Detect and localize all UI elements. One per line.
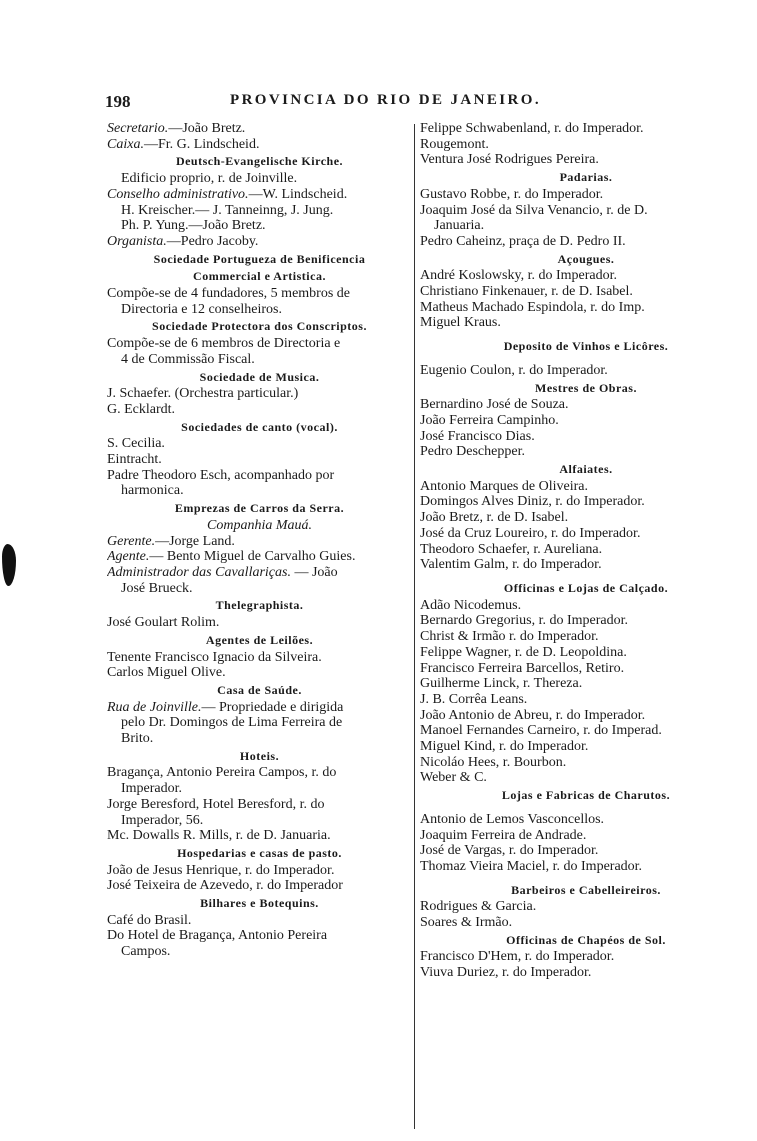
entry-text: — Bento Miguel de Carvalho Guies. — [149, 549, 356, 565]
entry-line — [420, 218, 752, 234]
entry-line — [107, 386, 412, 402]
entry-text: José Teixeira de Azevedo, r. do Imperador — [107, 878, 343, 894]
entry-line — [107, 944, 412, 960]
section-heading: Mestres de Obras. — [535, 380, 637, 395]
entry-text: Pedro Deschepper. — [420, 444, 525, 460]
entry-line — [420, 645, 752, 661]
entry-line — [107, 234, 412, 250]
entry-text: Matheus Machado Espindola, r. do Imp. — [420, 299, 645, 315]
entry-label: Agente. — [107, 549, 150, 565]
entry-line — [107, 352, 412, 368]
section-heading: Bilhares e Botequins. — [200, 896, 319, 911]
entry-text: Compõe-se de 6 membros de Directoria e — [107, 336, 341, 352]
entry-text: Eintracht. — [107, 452, 162, 468]
entry-line — [420, 739, 752, 755]
entry-line — [420, 843, 752, 859]
entry-text: Compõe-se de 4 fundadores, 5 membros de — [107, 286, 350, 302]
right-column — [420, 121, 752, 981]
entry-line — [420, 444, 752, 460]
section-heading: Thelegraphista. — [215, 598, 304, 613]
entry-text: Bernardo Gregorius, r. do Imperador. — [420, 613, 628, 629]
entry-text: Jorge Beresford, Hotel Beresford, r. do — [107, 796, 325, 812]
entry-line — [420, 137, 752, 153]
entry-line — [420, 429, 752, 445]
entry-line — [107, 171, 412, 187]
entry-line — [107, 581, 412, 597]
entry-text: José de Vargas, r. do Imperador. — [420, 843, 599, 859]
entry-line — [107, 765, 412, 781]
entry-line — [420, 812, 752, 828]
entry-line — [420, 613, 752, 629]
entry-line — [420, 187, 752, 203]
entry-text: J. Schaefer. (Orchestra particular.) — [107, 386, 299, 402]
entry-line — [107, 187, 412, 203]
entry-line — [420, 268, 752, 284]
entry-line — [107, 650, 412, 666]
column-divider — [414, 124, 415, 1129]
entry-text: Christiano Finkenauer, r. de D. Isabel. — [420, 284, 633, 300]
entry-text: —João Bretz. — [168, 121, 246, 136]
entry-text: Carlos Miguel Olive. — [107, 665, 226, 681]
entry-text: Joaquim José da Silva Venancio, r. de D. — [420, 202, 648, 218]
entry-text: Antonio de Lemos Vasconcellos. — [420, 811, 605, 827]
entry-line — [420, 542, 752, 558]
entry-text: J. B. Corrêa Leans. — [420, 691, 528, 707]
entry-line — [107, 286, 412, 302]
section-heading: Padarias. — [559, 170, 613, 185]
entry-line — [107, 781, 412, 797]
entry-line — [420, 859, 752, 875]
entry-text: Directoria e 12 conselheiros. — [121, 301, 282, 317]
entry-label: Caixa. — [107, 136, 144, 152]
section-heading: Açougues. — [557, 251, 615, 266]
entry-text: Christ & Irmão r. do Imperador. — [420, 629, 599, 645]
entry-line — [420, 770, 752, 786]
page-number: 198 — [105, 92, 131, 111]
entry-line — [107, 731, 412, 747]
entry-line — [420, 629, 752, 645]
entry-text: João Bretz, r. de D. Isabel. — [420, 510, 569, 526]
section-heading: Barbeiros e Cabelleireiros. — [511, 882, 661, 897]
entry-text: —Pedro Jacoby. — [166, 233, 259, 249]
entry-text: Guilherme Linck, r. Thereza. — [420, 676, 583, 692]
left-column — [107, 121, 412, 960]
entry-line — [420, 203, 752, 219]
entry-text: Weber & C. — [420, 770, 487, 786]
entry-text: Imperador. — [121, 781, 183, 797]
entry-text: João Ferreira Campinho. — [420, 412, 559, 428]
entry-line — [107, 828, 412, 844]
entry-text: Francisco Ferreira Barcellos, Retiro. — [420, 660, 625, 676]
entry-line — [107, 121, 412, 137]
entry-line — [107, 302, 412, 318]
entry-line — [107, 863, 412, 879]
entry-line — [420, 526, 752, 542]
entry-line — [107, 700, 412, 716]
entry-text: Bragança, Antonio Pereira Campos, r. do — [107, 765, 337, 781]
entry-line — [420, 692, 752, 708]
entry-line — [420, 413, 752, 429]
entry-line — [420, 676, 752, 692]
entry-text: pelo Dr. Domingos de Lima Ferreira de — [121, 715, 343, 731]
entry-text: Francisco D'Hem, r. do Imperador. — [420, 949, 615, 965]
entry-line — [420, 723, 752, 739]
entry-text: Campos. — [121, 944, 171, 960]
entry-text: Mc. Dowalls R. Mills, r. de D. Januaria. — [107, 828, 331, 844]
entry-text: Ventura José Rodrigues Pereira. — [420, 152, 599, 168]
entry-line — [420, 598, 752, 614]
entry-text: Rodrigues & Garcia. — [420, 899, 537, 915]
entry-text: Domingos Alves Diniz, r. do Imperador. — [420, 494, 645, 510]
entry-line — [420, 965, 752, 981]
entry-line — [107, 715, 412, 731]
entry-text: Edificio proprio, r. de Joinville. — [121, 171, 298, 187]
entry-label: Rua de Joinville. — [107, 699, 202, 715]
entry-text: S. Cecilia. — [107, 436, 165, 452]
entry-text: 4 de Commissão Fiscal. — [121, 351, 255, 367]
section-heading: Hospedarias e casas de pasto. — [177, 845, 342, 860]
entry-label: Gerente. — [107, 533, 156, 549]
entry-line — [420, 397, 752, 413]
entry-text: G. Ecklardt. — [107, 401, 176, 417]
section-heading: Agentes de Leilões. — [205, 632, 314, 647]
entry-text: — João — [290, 564, 338, 580]
entry-line — [107, 452, 412, 468]
entry-line — [420, 152, 752, 168]
entry-line — [107, 218, 412, 234]
entry-line — [420, 708, 752, 724]
entry-text: José Francisco Dias. — [420, 428, 535, 444]
entry-text: Miguel Kraus. — [420, 315, 501, 331]
entry-text: Nicoláo Hees, r. Bourbon. — [420, 754, 567, 770]
entry-line — [420, 363, 752, 379]
entry-line — [107, 534, 412, 550]
entry-text: Soares & Irmão. — [420, 915, 513, 931]
entry-line — [420, 661, 752, 677]
entry-line — [420, 494, 752, 510]
entry-text: Bernardino José de Souza. — [420, 397, 569, 413]
section-heading: Alfaiates. — [559, 462, 613, 477]
entry-line — [107, 665, 412, 681]
entry-text: Manoel Fernandes Carneiro, r. do Imperad. — [420, 723, 662, 739]
entry-line — [420, 828, 752, 844]
entry-text: Miguel Kind, r. do Imperador. — [420, 739, 589, 755]
section-heading: Commercial e Artistica. — [193, 269, 326, 284]
entry-line — [107, 615, 412, 631]
entry-text: Thomaz Vieira Maciel, r. do Imperador. — [420, 858, 643, 874]
section-heading: Emprezas de Carros da Serra. — [174, 501, 345, 516]
section-heading: Sociedade de Musica. — [199, 369, 320, 384]
section-heading: Officinas e Lojas de Calçado. — [503, 580, 669, 595]
entry-line — [420, 284, 752, 300]
entry-text: —W. Lindscheid. — [248, 186, 348, 202]
section-heading: Deposito de Vinhos e Licôres. — [503, 339, 669, 354]
entry-text: Felippe Wagner, r. de D. Leopoldina. — [420, 644, 627, 660]
entry-text: Januaria. — [434, 218, 485, 234]
entry-line — [107, 483, 412, 499]
section-heading: Deutsch-Evangelische Kirche. — [175, 154, 344, 169]
entry-text: Café do Brasil. — [107, 912, 192, 928]
entry-text: Padre Theodoro Esch, acompanhado por — [107, 467, 335, 483]
entry-text: José Brueck. — [121, 580, 193, 596]
entry-text: Ph. P. Yung.—João Bretz. — [121, 218, 266, 234]
entry-text: Tenente Francisco Ignacio da Silveira. — [107, 649, 322, 665]
entry-text: Rougemont. — [420, 136, 489, 152]
entry-line — [420, 915, 752, 931]
entry-text: Valentim Galm, r. do Imperador. — [420, 557, 602, 573]
entry-text: José Goulart Rolim. — [107, 615, 220, 631]
section-heading: Sociedade Portugueza de Benificencia — [153, 251, 366, 266]
entry-line — [420, 315, 752, 331]
entry-text: —Jorge Land. — [155, 533, 235, 549]
entry-line — [420, 557, 752, 573]
section-heading: Casa de Saúde. — [217, 682, 302, 697]
entry-line — [107, 797, 412, 813]
section-heading: Sociedade Protectora dos Conscriptos. — [152, 319, 367, 334]
entry-text: João Antonio de Abreu, r. do Imperador. — [420, 707, 646, 723]
entry-line — [107, 336, 412, 352]
entry-line — [107, 436, 412, 452]
entry-line — [107, 878, 412, 894]
entry-line — [107, 203, 412, 219]
entry-line — [420, 479, 752, 495]
entry-text: Imperador, 56. — [121, 812, 204, 828]
ink-blot — [2, 544, 16, 586]
entry-text: Pedro Caheinz, praça de D. Pedro II. — [420, 233, 626, 249]
entry-line — [420, 510, 752, 526]
company-name: Companhia Mauá. — [207, 517, 312, 533]
entry-text: Gustavo Robbe, r. do Imperador. — [420, 186, 604, 202]
entry-line — [107, 137, 412, 153]
section-heading: Lojas e Fabricas de Charutos. — [501, 788, 671, 803]
entry-line — [420, 300, 752, 316]
entry-line — [420, 949, 752, 965]
entry-line — [420, 899, 752, 915]
entry-line — [420, 755, 752, 771]
entry-label: Administrador das Cavallariças. — [107, 564, 291, 580]
section-heading: Hoteis. — [239, 748, 280, 763]
entry-text: —Fr. G. Lindscheid. — [143, 136, 260, 152]
entry-text: Theodoro Schaefer, r. Aureliana. — [420, 541, 603, 557]
entry-line — [420, 234, 752, 250]
entry-text: José da Cruz Loureiro, r. do Imperador. — [420, 525, 641, 541]
section-heading: Sociedades de canto (vocal). — [181, 419, 338, 434]
entry-text: André Koslowsky, r. do Imperador. — [420, 268, 618, 284]
entry-text: harmonica. — [121, 483, 184, 499]
entry-line — [107, 928, 412, 944]
entry-text: Felippe Schwabenland, r. do Imperador. — [420, 121, 644, 136]
entry-label: Organista. — [107, 233, 167, 249]
entry-line — [107, 813, 412, 829]
entry-line — [107, 402, 412, 418]
entry-text: Do Hotel de Bragança, Antonio Pereira — [107, 928, 328, 944]
entry-text: Joaquim Ferreira de Andrade. — [420, 827, 587, 843]
entry-line — [420, 121, 752, 137]
entry-label: Secretario. — [107, 121, 169, 136]
entry-label: Conselho administrativo. — [107, 186, 249, 202]
entry-text: Antonio Marques de Oliveira. — [420, 478, 588, 494]
entry-line — [107, 913, 412, 929]
entry-line — [107, 549, 412, 565]
entry-text: H. Kreischer.— J. Tanneinng, J. Jung. — [121, 202, 334, 218]
entry-line — [107, 565, 412, 581]
entry-text: — Propriedade e dirigida — [201, 699, 344, 715]
entry-line — [107, 468, 412, 484]
entry-text: Adão Nicodemus. — [420, 597, 522, 613]
entry-text: Brito. — [121, 731, 154, 747]
section-heading: Officinas de Chapéos de Sol. — [506, 932, 666, 947]
entry-text: Viuva Duriez, r. do Imperador. — [420, 965, 592, 981]
entry-text: João de Jesus Henrique, r. do Imperador. — [107, 862, 335, 878]
running-title: PROVINCIA DO RIO DE JANEIRO. — [230, 92, 541, 108]
entry-text: Eugenio Coulon, r. do Imperador. — [420, 362, 608, 378]
